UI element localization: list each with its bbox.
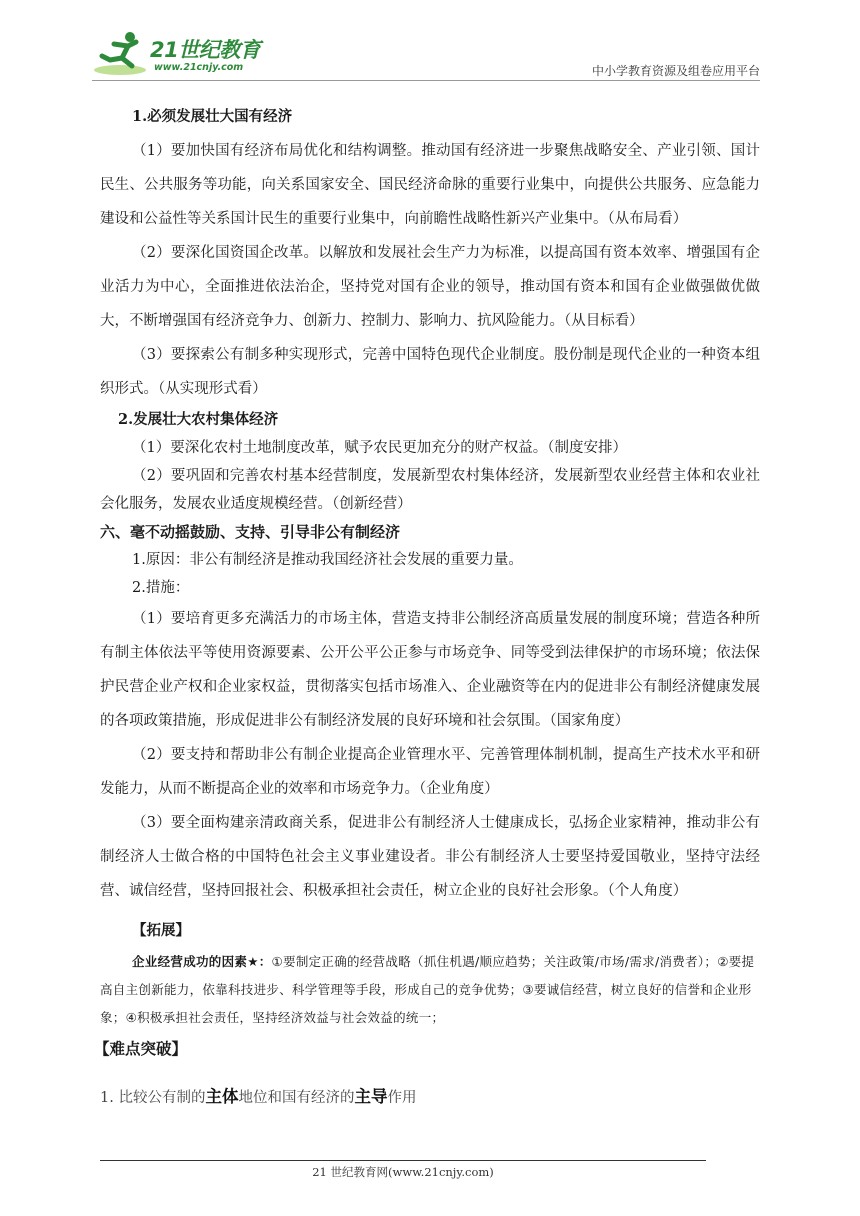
emphasis-text: 主导 — [354, 1087, 388, 1106]
paragraph: 1.原因：非公有制经济是推动我国经济社会发展的重要力量。 — [132, 552, 523, 568]
paragraph: 2.措施： — [132, 580, 190, 596]
extension-text: ①要制定正确的经营战略（抓住机遇/顺应趋势；关注政策/市场/需求/消费者）；②要提高自主创新能力，依靠科技进步、科学管理等手段，形成自己的竞争优势；③要诚信经营，树立良好的信誉和企业形象；④积极承担社会责任，坚持经济效益与社会效益的统一； — [100, 954, 755, 1025]
paragraph: （2）要巩固和完善农村基本经营制度，发展新型农村集体经济，发展新型农业经营主体和农业社会化服务，发展农业适度规模经营。（创新经营） — [100, 468, 760, 512]
paragraph: （1）要培育更多充满活力的市场主体，营造支持非公制经济高质量发展的制度环境；营造各种所有制主体依法平等使用资源要素、公开公平公正参与市场竞争、同等受到法律保护的市场环境；依法保护民营企业产权和企业家权益，贯彻落实包括市场准入、企业融资等在内的促进非公有制经济健康发展的各项政策措施，形成促进非公有制经济发展的良好环境和社会氛围。（国家角度） — [100, 611, 760, 729]
extension-body — [100, 948, 760, 1032]
runner-logo-icon — [92, 30, 152, 78]
footer-divider — [100, 1160, 706, 1161]
header-divider — [92, 80, 760, 81]
text-span: 1. 比较公有制的 — [100, 1090, 206, 1106]
difficulty-heading: 【难点突破】 — [94, 1039, 188, 1058]
difficulty-item — [100, 1080, 760, 1115]
section-title-rural-economy: 2.发展壮大农村集体经济 — [118, 411, 279, 428]
logo-url: www.21cnjy.com — [154, 62, 244, 73]
platform-name: 中小学教育资源及组卷应用平台 — [591, 64, 760, 78]
page-header — [92, 30, 760, 80]
paragraph: （1）要加快国有经济布局优化和结构调整。推动国有经济进一步聚焦战略安全、产业引领、国计民生、公共服务等功能，向关系国家安全、国民经济命脉的重要行业集中，向提供公共服务、应急能力建设和公益性等关系国计民生的重要行业集中，向前瞻性战略性新兴产业集中。（从布局看） — [100, 143, 760, 227]
logo-wordmark: 21世纪教育 — [150, 38, 261, 62]
extension-label: 企业经营成功的因素★： — [132, 954, 272, 969]
extension-title: 【拓展】 — [132, 922, 190, 939]
paragraph: （2）要支持和帮助非公有制企业提高企业管理水平、完善管理体制机制，提高生产技术水平和研发能力，从而不断提高企业的效率和市场竞争力。（企业角度） — [100, 747, 760, 797]
paragraph: （3）要全面构建亲清政商关系，促进非公有制经济人士健康成长，弘扬企业家精神，推动非公有制经济人士做合格的中国特色社会主义事业建设者。非公有制经济人士要坚持爱国敬业，坚持守法经营、诚信经营，坚持回报社会、积极承担社会责任，树立企业的良好社会形象。（个人角度） — [100, 815, 760, 899]
text-span: 地位和国有经济的 — [238, 1090, 355, 1106]
page-footer[interactable]: 21 世纪教育网(www.21cnjy.com) — [312, 1165, 494, 1179]
section-title-state-economy: 1.必须发展壮大国有经济 — [132, 108, 293, 125]
paragraph: （1）要深化农村土地制度改革，赋予农民更加充分的财产权益。（制度安排） — [132, 440, 627, 456]
paragraph: （2）要深化国资国企改革。以解放和发展社会生产力为标准，以提高国有资本效率、增强国有企业活力为中心，全面推进依法治企，坚持党对国有企业的领导，推动国有资本和国有企业做强做优做大，不断增强国有经济竞争力、创新力、控制力、影响力、抗风险能力。（从目标看） — [100, 245, 760, 329]
text-span: 作用 — [387, 1090, 417, 1106]
emphasis-text: 主体 — [205, 1087, 239, 1106]
paragraph: （3）要探索公有制多种实现形式，完善中国特色现代企业制度。股份制是现代企业的一种资本组织形式。（从实现形式看） — [100, 347, 760, 397]
document-body — [94, 100, 760, 1115]
section-heading-nonpublic: 六、毫不动摇鼓励、支持、引导非公有制经济 — [100, 523, 401, 541]
site-logo[interactable] — [92, 30, 292, 80]
